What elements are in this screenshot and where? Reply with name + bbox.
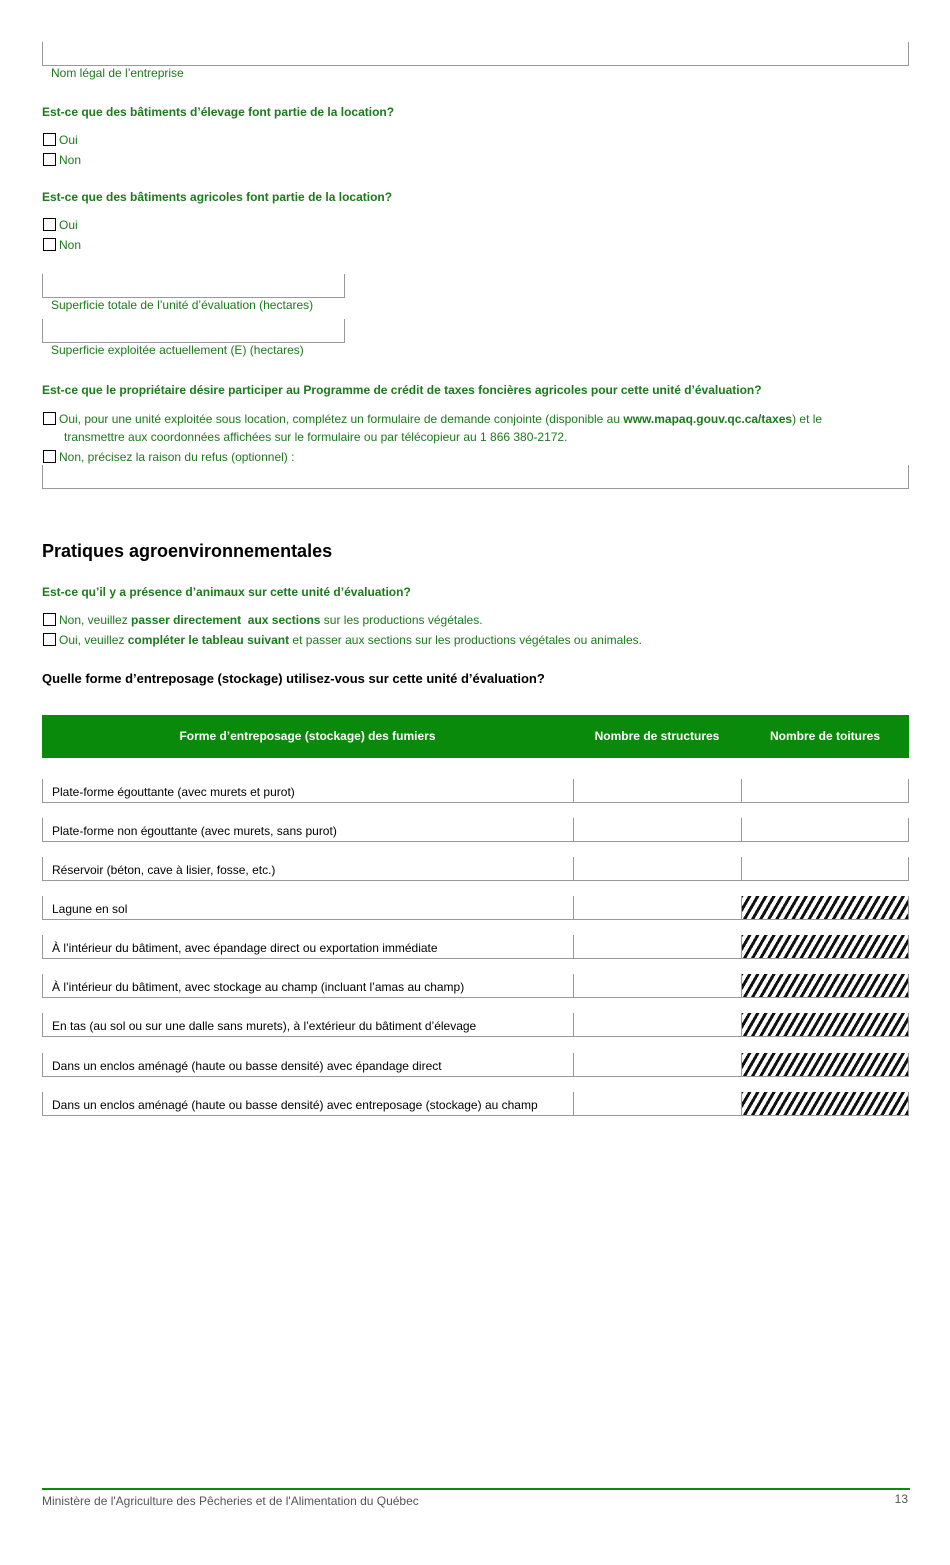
roofs-count-input[interactable]: [741, 779, 909, 803]
table-row: [42, 779, 909, 803]
animals-yes-pre: Oui, veuillez: [59, 633, 128, 647]
storage-form-label: Dans un enclos aménagé (haute ou basse densité) avec entreposage (stockage) au champ: [42, 1092, 573, 1116]
question-farm-buildings: Est-ce que des bâtiments agricoles font partie de la location?: [42, 190, 393, 204]
roofs-count-disabled: [741, 1092, 909, 1116]
checkbox[interactable]: [43, 412, 56, 425]
section-title: Pratiques agroenvironnementales: [42, 541, 333, 561]
option-livestock-no[interactable]: [43, 152, 81, 169]
header-storage-form: Forme d’entreposage (stockage) des fumiers: [179, 729, 436, 743]
roofs-count-disabled: [741, 1013, 909, 1037]
structures-count-input[interactable]: [573, 896, 741, 920]
option-label: Non: [59, 153, 82, 167]
storage-table-header: [42, 715, 909, 758]
header-roofs: Nombre de toitures: [769, 729, 880, 743]
option-label: [59, 632, 642, 649]
storage-form-label: À l’intérieur du bâtiment, avec épandage direct ou exportation immédiate: [42, 935, 573, 959]
structures-count-input[interactable]: [573, 857, 741, 881]
total-area-field[interactable]: [42, 274, 345, 298]
checkbox[interactable]: [43, 153, 56, 166]
option-livestock-yes[interactable]: [43, 132, 78, 149]
question-livestock-buildings: Est-ce que des bâtiments d’élevage font partie de la location?: [42, 105, 395, 119]
checkbox[interactable]: [43, 450, 56, 463]
table-row: [42, 1053, 909, 1077]
structures-count-input[interactable]: [573, 974, 741, 998]
option-animals-yes[interactable]: [43, 632, 642, 649]
option-tax-credit-yes[interactable]: [43, 411, 909, 428]
roofs-count-disabled: [741, 896, 909, 920]
animals-no-bold: passer directement aux sections: [131, 613, 321, 627]
question-tax-credit: Est-ce que le propriétaire désire participer au Programme de crédit de taxes foncières agricoles pour cette unité d’évaluation?: [42, 383, 762, 397]
roofs-count-disabled: [741, 1053, 909, 1077]
table-row: [42, 935, 909, 959]
option-label: Oui: [59, 218, 78, 232]
animals-yes-post: et passer aux sections sur les productions végétales ou animales.: [289, 633, 642, 647]
structures-count-input[interactable]: [573, 1053, 741, 1077]
roofs-count-input[interactable]: [741, 818, 909, 842]
checkbox[interactable]: [43, 218, 56, 231]
checkbox[interactable]: [43, 613, 56, 626]
checkbox[interactable]: [43, 238, 56, 251]
checkbox[interactable]: [43, 133, 56, 146]
storage-form-label: Plate-forme égouttante (avec murets et purot): [42, 779, 573, 803]
roofs-count-input[interactable]: [741, 857, 909, 881]
tax-yes-text-2: ) et le: [792, 412, 823, 426]
structures-count-input[interactable]: [573, 1013, 741, 1037]
option-label: [59, 612, 483, 629]
table-row: [42, 974, 909, 998]
structures-count-input[interactable]: [573, 1092, 741, 1116]
option-farm-no[interactable]: [43, 237, 81, 254]
table-row: [42, 1013, 909, 1037]
tax-yes-line-2: transmettre aux coordonnées affichées sur le formulaire ou par télécopieur au 1 866 380-2172.: [64, 430, 568, 444]
table-row: [42, 857, 909, 881]
storage-form-label: Lagune en sol: [42, 896, 573, 920]
structures-count-input[interactable]: [573, 779, 741, 803]
footer-ministry: Ministère de l'Agriculture des Pêcheries et de l'Alimentation du Québec: [42, 1494, 419, 1508]
structures-count-input[interactable]: [573, 818, 741, 842]
storage-form-label: Plate-forme non égouttante (avec murets, sans purot): [42, 818, 573, 842]
table-row: [42, 896, 909, 920]
tax-yes-text-1: Oui, pour une unité exploitée sous location, complétez un formulaire de demande conjointe (disponible au: [59, 412, 624, 426]
storage-form-label: Réservoir (béton, cave à lisier, fosse, etc.): [42, 857, 573, 881]
structures-count-input[interactable]: [573, 935, 741, 959]
total-area-caption: Superficie totale de l’unité d’évaluation (hectares): [51, 298, 314, 312]
roofs-count-disabled: [741, 974, 909, 998]
option-label: [59, 411, 822, 428]
mapaq-link[interactable]: www.mapaq.gouv.qc.ca/taxes: [623, 412, 793, 426]
question-animals: Est-ce qu’il y a présence d’animaux sur cette unité d’évaluation?: [42, 585, 411, 599]
table-row: [42, 1092, 909, 1116]
option-animals-no[interactable]: [43, 612, 483, 629]
storage-form-label: En tas (au sol ou sur une dalle sans murets), à l’extérieur du bâtiment d’élevage: [42, 1013, 573, 1037]
storage-form-label: À l’intérieur du bâtiment, avec stockage au champ (incluant l’amas au champ): [42, 974, 573, 998]
roofs-count-disabled: [741, 935, 909, 959]
option-label: Non: [59, 238, 82, 252]
exploited-area-field[interactable]: [42, 319, 345, 343]
checkbox[interactable]: [43, 633, 56, 646]
animals-no-pre: Non, veuillez: [59, 613, 132, 627]
page-number: 13: [894, 1492, 908, 1506]
exploited-area-caption: Superficie exploitée actuellement (E) (hectares): [51, 343, 304, 357]
table-row: [42, 818, 909, 842]
company-name-field[interactable]: [42, 42, 909, 66]
option-tax-credit-no[interactable]: [43, 449, 294, 466]
option-farm-yes[interactable]: [43, 217, 78, 234]
storage-form-label: Dans un enclos aménagé (haute ou basse densité) avec épandage direct: [42, 1053, 573, 1077]
option-label: Oui: [59, 133, 78, 147]
option-label: Non, précisez la raison du refus (optionnel) :: [59, 450, 295, 464]
company-name-caption: Nom légal de l’entreprise: [51, 66, 184, 80]
storage-question: Quelle forme d’entreposage (stockage) utilisez-vous sur cette unité d’évaluation?: [42, 671, 545, 686]
header-structures: Nombre de structures: [594, 729, 720, 743]
refusal-reason-field[interactable]: [42, 465, 909, 489]
footer-divider: [42, 1488, 910, 1490]
animals-yes-bold: compléter le tableau suivant: [127, 633, 290, 647]
animals-no-post: sur les productions végétales.: [320, 613, 483, 627]
